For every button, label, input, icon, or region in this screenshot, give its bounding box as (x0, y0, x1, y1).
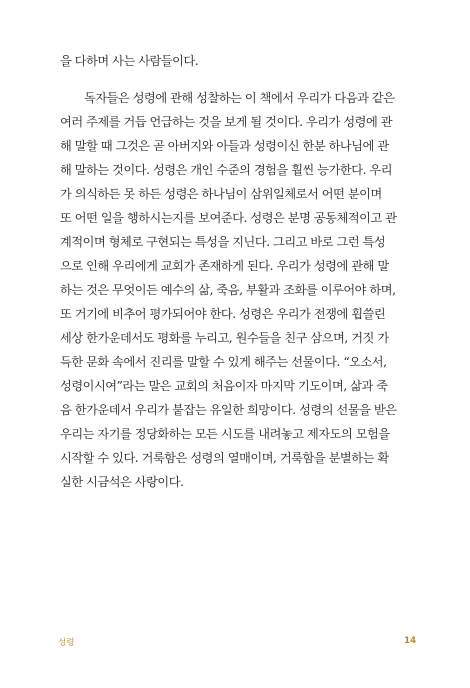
text-line: 또 거기에 비추어 평가되어야 한다. 성령은 우리가 전쟁에 휩쓸린 (60, 307, 386, 321)
text-line: 여러 주제를 거듭 언급하는 것을 보게 될 것이다. 우리가 성령에 관 (60, 115, 393, 129)
text-line: 가 의식하든 못 하든 성령은 하나님이 삼위일체로서 어떤 분이며 (60, 187, 382, 201)
text-line: 음 한가운데서 우리가 붙잡는 유일한 희망이다. 성령의 선물을 받은 (60, 403, 397, 417)
text-line: 하는 것은 무엇이든 예수의 삶, 죽음, 부활과 조화를 이루어야 하며, (60, 283, 396, 297)
text-line: 득한 문화 속에서 진리를 말할 수 있게 해주는 선물이다. “오소서, (60, 355, 387, 369)
text-line: 으로 인해 우리에게 교회가 존재하게 된다. 우리가 성령에 관해 말 (60, 259, 389, 273)
text-line: 우리는 자기를 정당화하는 모든 시도를 내려놓고 제자도의 모험을 (60, 427, 390, 441)
text-line: 해 말할 때 그것은 곧 아버지와 아들과 성령이신 한분 하나님에 관 (60, 139, 389, 153)
running-footer-title: 성령 (58, 638, 75, 648)
text-line: 성령이시여”라는 말은 교회의 처음이자 마지막 기도이며, 삶과 죽 (60, 379, 388, 393)
text-line: 시작할 수 있다. 거룩함은 성령의 열매이며, 거룩함을 분별하는 확 (60, 451, 389, 465)
text-line: 계적이며 형체로 구현되는 특성을 지닌다. 그리고 바로 그런 특성 (60, 235, 386, 249)
page-number: 14 (404, 636, 416, 646)
text-line: 또 어떤 일을 행하시는지를 보여준다. 성령은 분명 공동체적이고 관 (60, 211, 397, 225)
text-line: 해 말하는 것이다. 성령은 개인 수준의 경험을 훨씬 능가한다. 우리 (60, 163, 393, 177)
text-line: 실한 시금석은 사랑이다. (60, 475, 184, 489)
text-line: 을 다하며 사는 사람들이다. (60, 54, 199, 68)
text-line: 세상 한가운데서도 평화를 누리고, 원수들을 친구 삼으며, 거짓 가 (60, 331, 389, 345)
paragraph-first-line: 독자들은 성령에 관해 성찰하는 이 책에서 우리가 다음과 같은 (84, 91, 395, 105)
